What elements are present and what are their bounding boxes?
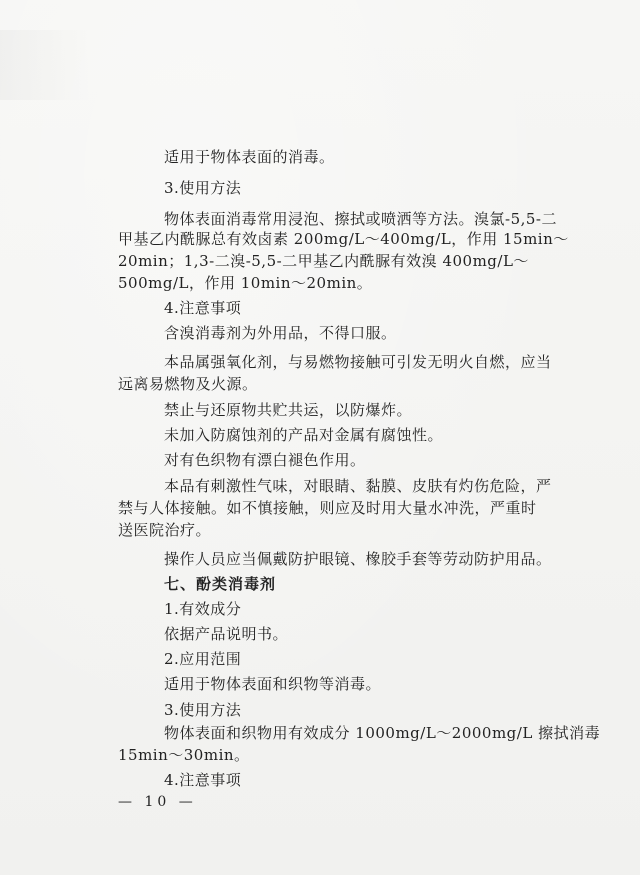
page-number: — 10 —	[118, 794, 197, 810]
text-line: 禁止与还原物共贮共运，以防爆炸。	[164, 401, 413, 419]
text-line: 4.注意事项	[164, 771, 242, 789]
text-line: 禁与人体接触。如不慎接触，则应及时用大量水冲洗，严重时	[118, 499, 537, 517]
text-line: 适用于物体表面的消毒。	[164, 148, 335, 166]
text-line: 适用于物体表面和织物等消毒。	[164, 675, 382, 693]
text-line: 3.使用方法	[164, 179, 242, 197]
text-line: 物体表面消毒常用浸泡、擦拭或喷洒等方法。溴氯-5,5-二	[164, 210, 557, 228]
text-line: 对有色织物有漂白褪色作用。	[164, 451, 366, 469]
section-heading: 七、酚类消毒剂	[164, 575, 277, 593]
text-line: 依据产品说明书。	[164, 625, 289, 643]
text-line: 含溴消毒剂为外用品，不得口服。	[164, 324, 397, 342]
text-line: 甲基乙内酰脲总有效卤素 200mg/L～400mg/L，作用 15min～	[118, 230, 569, 248]
text-line: 送医院治疗。	[118, 521, 212, 539]
text-line: 500mg/L，作用 10min～20min。	[118, 274, 373, 292]
text-line: 15min～30min。	[118, 746, 250, 764]
text-line: 3.使用方法	[164, 701, 242, 719]
text-line: 4.注意事项	[164, 299, 242, 317]
text-line: 本品属强氧化剂，与易燃物接触可引发无明火自燃，应当	[164, 353, 552, 371]
scan-artifact	[0, 30, 90, 100]
text-line: 20min；1,3-二溴-5,5-二甲基乙内酰脲有效溴 400mg/L～	[118, 252, 529, 270]
text-line: 操作人员应当佩戴防护眼镜、橡胶手套等劳动防护用品。	[164, 550, 552, 568]
text-line: 未加入防腐蚀剂的产品对金属有腐蚀性。	[164, 426, 444, 444]
text-line: 1.有效成分	[164, 600, 242, 618]
text-line: 2.应用范围	[164, 650, 242, 668]
text-line: 本品有刺激性气味，对眼睛、黏膜、皮肤有灼伤危险，严	[164, 477, 552, 495]
text-line: 物体表面和织物用有效成分 1000mg/L～2000mg/L 擦拭消毒	[164, 724, 601, 742]
text-line: 远离易燃物及火源。	[118, 375, 258, 393]
